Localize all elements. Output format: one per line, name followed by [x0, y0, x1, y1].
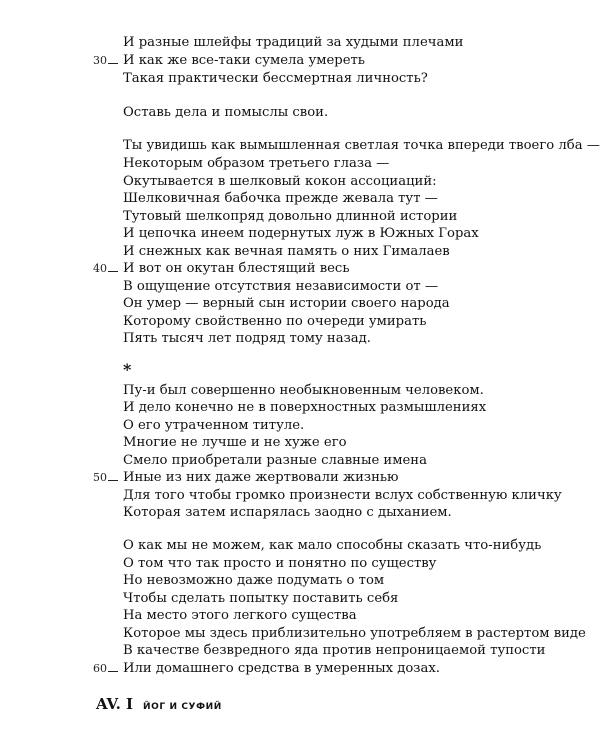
verse-line: Некоторым образом третьего глаза —	[123, 156, 390, 171]
verse-line: И вот он окутан блестящий весь	[123, 261, 350, 276]
verse-line: О как мы не можем, как мало способны сказать что-нибудь	[123, 538, 542, 553]
verse-line: Он умер — верный сын истории своего народа	[123, 296, 450, 311]
verse-line: И как же все-таки сумела умереть	[123, 53, 365, 68]
verse-line: Которое мы здесь приблизительно употребляем в растертом виде	[123, 626, 586, 641]
verse-line: Оставь дела и помыслы свои.	[123, 105, 329, 120]
verse-line: Ты увидишь как вымышленная светлая точка впереди твоего лба —	[123, 138, 600, 153]
line-number: 40	[93, 260, 118, 277]
verse-line: Тутовый шелкопряд довольно длинной истории	[123, 209, 458, 224]
verse-line: Чтобы сделать попытку поставить себя	[123, 591, 399, 606]
verse-line: Окутывается в шелковый кокон ассоциаций:	[123, 174, 437, 189]
verse-line: И дело конечно не в поверхностных размышлениях	[123, 400, 487, 415]
verse-line: Которая затем испарялась заодно с дыханием.	[123, 505, 452, 520]
line-number: 30	[93, 52, 118, 69]
verse-line: Для того чтобы громко произнести вслух собственную кличку	[123, 488, 562, 503]
line-number: 50	[93, 469, 118, 486]
footer-section-code: AV. I	[96, 695, 134, 713]
verse-line: Которому свойственно по очереди умирать	[123, 314, 427, 329]
section-mark: *	[123, 360, 132, 379]
verse-line: Или домашнего средства в умеренных дозах.	[123, 661, 440, 676]
verse-line: Такая практически бессмертная личность?	[123, 71, 428, 86]
verse-line: Иные из них даже жертвовали жизнью	[123, 470, 399, 485]
verse-line: О том что так просто и понятно по существу	[123, 556, 437, 571]
verse-line: На место этого легкого существа	[123, 608, 357, 623]
verse-line: Многие не лучше и не хуже его	[123, 435, 347, 450]
verse-line: И снежных как вечная память о них Гималаев	[123, 244, 450, 259]
line-number: 60	[93, 660, 118, 677]
verse-line: И разные шлейфы традиций за худыми плечами	[123, 35, 464, 50]
page-footer	[96, 695, 222, 713]
verse-line: Пять тысяч лет подряд тому назад.	[123, 331, 371, 346]
verse-line: Шелковичная бабочка прежде жевала тут —	[123, 191, 438, 206]
verse-line: В ощущение отсутствия независимости от —	[123, 279, 439, 294]
verse-line: Пу-и был совершенно необыкновенным человеком.	[123, 383, 484, 398]
verse-line: В качестве безвредного яда против непроницаемой тупости	[123, 643, 546, 658]
verse-line: О его утраченном титуле.	[123, 418, 305, 433]
verse-line: И цепочка инеем подернутых луж в Южных Горах	[123, 226, 479, 241]
footer-title: ЙОГ И СУФИЙ	[143, 702, 222, 712]
verse-line: Смело приобретали разные славные имена	[123, 453, 427, 468]
verse-line: Но невозможно даже подумать о том	[123, 573, 385, 588]
